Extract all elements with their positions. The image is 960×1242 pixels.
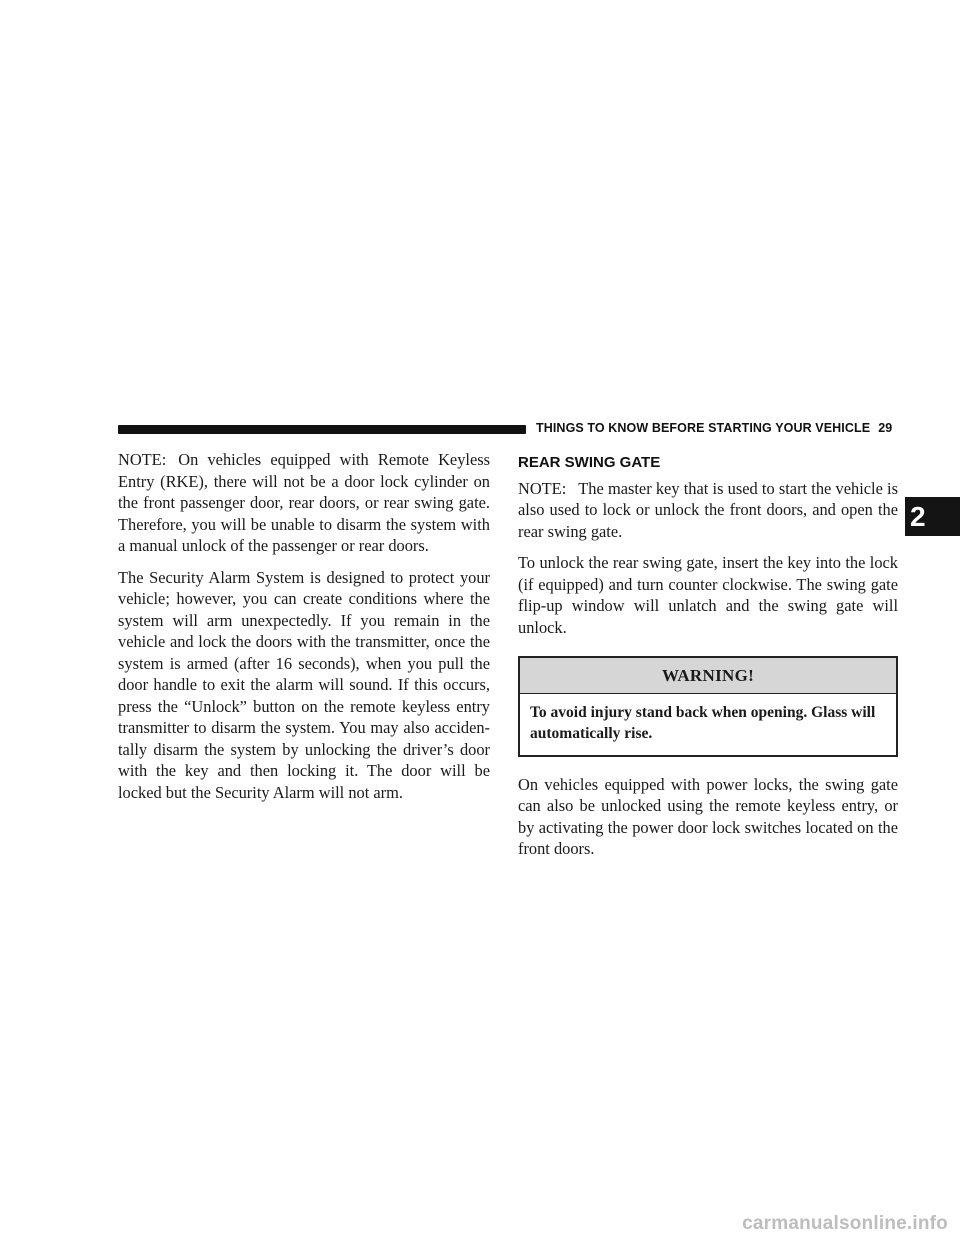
note-label: NOTE: xyxy=(118,450,167,469)
running-header xyxy=(536,421,892,435)
warning-text: To avoid injury stand back when opening. Glass will automatically rise. xyxy=(530,703,876,742)
note-text: On vehicles equipped with Remote Keyless Entry (RKE), there will not be a door lock cylinder on the front passenger door, rear doors, or rear swing gate. Therefore, you will be unable to disarm the system with a manual unlock of the passenger or rear doors. xyxy=(118,450,490,555)
note-paragraph xyxy=(518,478,898,543)
header-title: THINGS TO KNOW BEFORE STARTING YOUR VEHICLE xyxy=(536,421,871,435)
chapter-tab: 2 xyxy=(905,497,960,536)
unlock-paragraph: To unlock the rear swing gate, insert the key into the lock (if equipped) and turn counter clockwise. The swing gate flip-up window will unlatch and the swing gate will unlock. xyxy=(518,553,898,637)
security-alarm-paragraph: The Security Alarm System is designed to protect your vehicle; however, you can create conditions where the system will arm unexpectedly. If you remain in the vehicle and lock the doors with the transmitter, once the system is armed (after 16 seconds), when you pull the door handle to exit the alarm will sound. If this occurs, press the “Unlock” button on the remote keyless entry transmitter to disarm the system. You may also acciden-tally disarm the system by unlocking the driver’s door with the key and then locking it. The door will be locked but the Security Alarm will not arm. xyxy=(118,567,490,802)
note-text: The master key that is used to start the vehicle is also used to lock or unlock the front doors, and open the rear swing gate. xyxy=(518,478,898,541)
note-label: NOTE: xyxy=(518,478,567,498)
warning-title: WARNING! xyxy=(520,658,896,694)
left-column xyxy=(118,449,490,813)
right-column xyxy=(518,449,898,870)
warning-box xyxy=(518,656,898,757)
header-rule xyxy=(118,425,526,434)
watermark[interactable]: carmanualsonline.info xyxy=(742,1213,948,1234)
section-heading: REAR SWING GATE xyxy=(518,454,661,471)
note-paragraph xyxy=(118,449,490,557)
power-locks-paragraph: On vehicles equipped with power locks, the swing gate can also be unlocked using the remote keyless entry, or by activating the power door lock switches located on the front doors. xyxy=(518,774,898,858)
page-number: 29 xyxy=(878,421,893,435)
